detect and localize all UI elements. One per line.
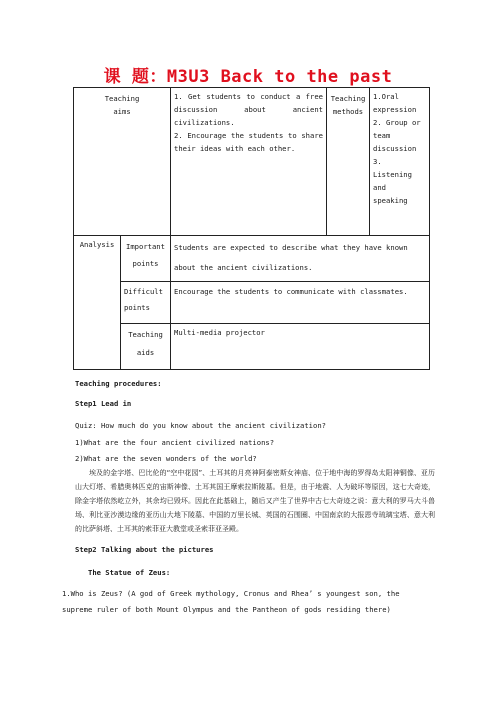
row-label-cell: [121, 236, 171, 282]
step1-heading: Step1 Lead in: [75, 399, 132, 408]
aims-label-cell: [74, 88, 171, 236]
step2-heading: Step2 Talking about the pictures: [75, 545, 214, 554]
question-2: 2)What are the seven wonders of the world?: [75, 454, 257, 463]
aims-item: 1. Get students to conduct a free discussion about ancient civilizations.: [174, 92, 323, 127]
zeus-question: 1.Who is Zeus? (A god of Greek mythology, Cronus and Rhea’ s youngest son, the supreme ruler of both Mount Olympus and the Pantheon of gods residing there): [62, 589, 400, 614]
procedures-heading: Teaching procedures:: [75, 379, 162, 388]
teaching-aids-label: Teaching aids: [128, 330, 163, 357]
difficult-points-content: Encourage the students to communicate with classmates.: [174, 287, 408, 296]
analysis-label: Analysis: [79, 240, 115, 249]
method-item: 2. Group or team discussion: [373, 118, 421, 153]
chinese-paragraph: 埃及的金字塔、巴比伦的“空中花园”、土耳其的月亮神阿泰密斯女神庙、位于地中海的罗得岛太阳神铜像、亚历山大灯塔、希腊奥林匹克的宙斯神像、土耳其国王摩索拉斯陵墓。但是，由于地震、人为破坏等原因，这七大奇迹，除金字塔依然屹立外，其余均已毁坏。因此在此基础上，随后又产生了世界中古七大奇迹之说：意大利的罗马大斗兽场、利比亚沙漠边缘的亚历山大地下陵墓、中国的万里长城、英国的石围圈、中国南京的大报恩寺琉璃宝塔、意大利的比萨斜塔、土耳其的索菲亚大教堂或圣索菲亚圣殿。: [75, 469, 435, 533]
important-points-row: [74, 236, 430, 282]
row-content-cell: [171, 324, 430, 370]
row-label-cell: [121, 282, 171, 324]
teaching-aids-content: Multi-media projector: [174, 328, 265, 337]
method-item: 3. Listening and speaking: [373, 157, 412, 205]
statue-heading: The Statue of Zeus:: [88, 568, 171, 577]
difficult-points-row: [74, 282, 430, 324]
page-title: 课 题：M3U3 Back to the past: [103, 67, 393, 87]
important-points-content: Students are expected to describe what they have known about the ancient civilizations.: [174, 243, 408, 272]
difficult-points-label: Difficult points: [124, 287, 163, 312]
row-label-cell: [121, 324, 171, 370]
aims-item: 2. Encourage the students to share their ideas with each other.: [174, 131, 323, 153]
row-content-cell: [171, 282, 430, 324]
aims-row: [74, 88, 430, 236]
aims-content-cell: [171, 88, 327, 236]
quiz-text: Quiz: How much do you know about the ancient civilization?: [75, 421, 326, 430]
method-item: 1.Oral expression: [373, 92, 417, 114]
teaching-aids-row: [74, 324, 430, 370]
methods-content-cell: [370, 88, 430, 236]
important-points-label: Important points: [126, 242, 165, 268]
lesson-plan-table: [73, 87, 430, 370]
aims-label: Teaching aims: [104, 94, 140, 116]
row-content-cell: [171, 236, 430, 282]
question-1: 1)What are the four ancient civilized nations?: [75, 438, 275, 447]
analysis-label-cell: [74, 236, 121, 370]
methods-label-cell: [327, 88, 370, 236]
methods-label: Teaching methods: [330, 94, 366, 116]
